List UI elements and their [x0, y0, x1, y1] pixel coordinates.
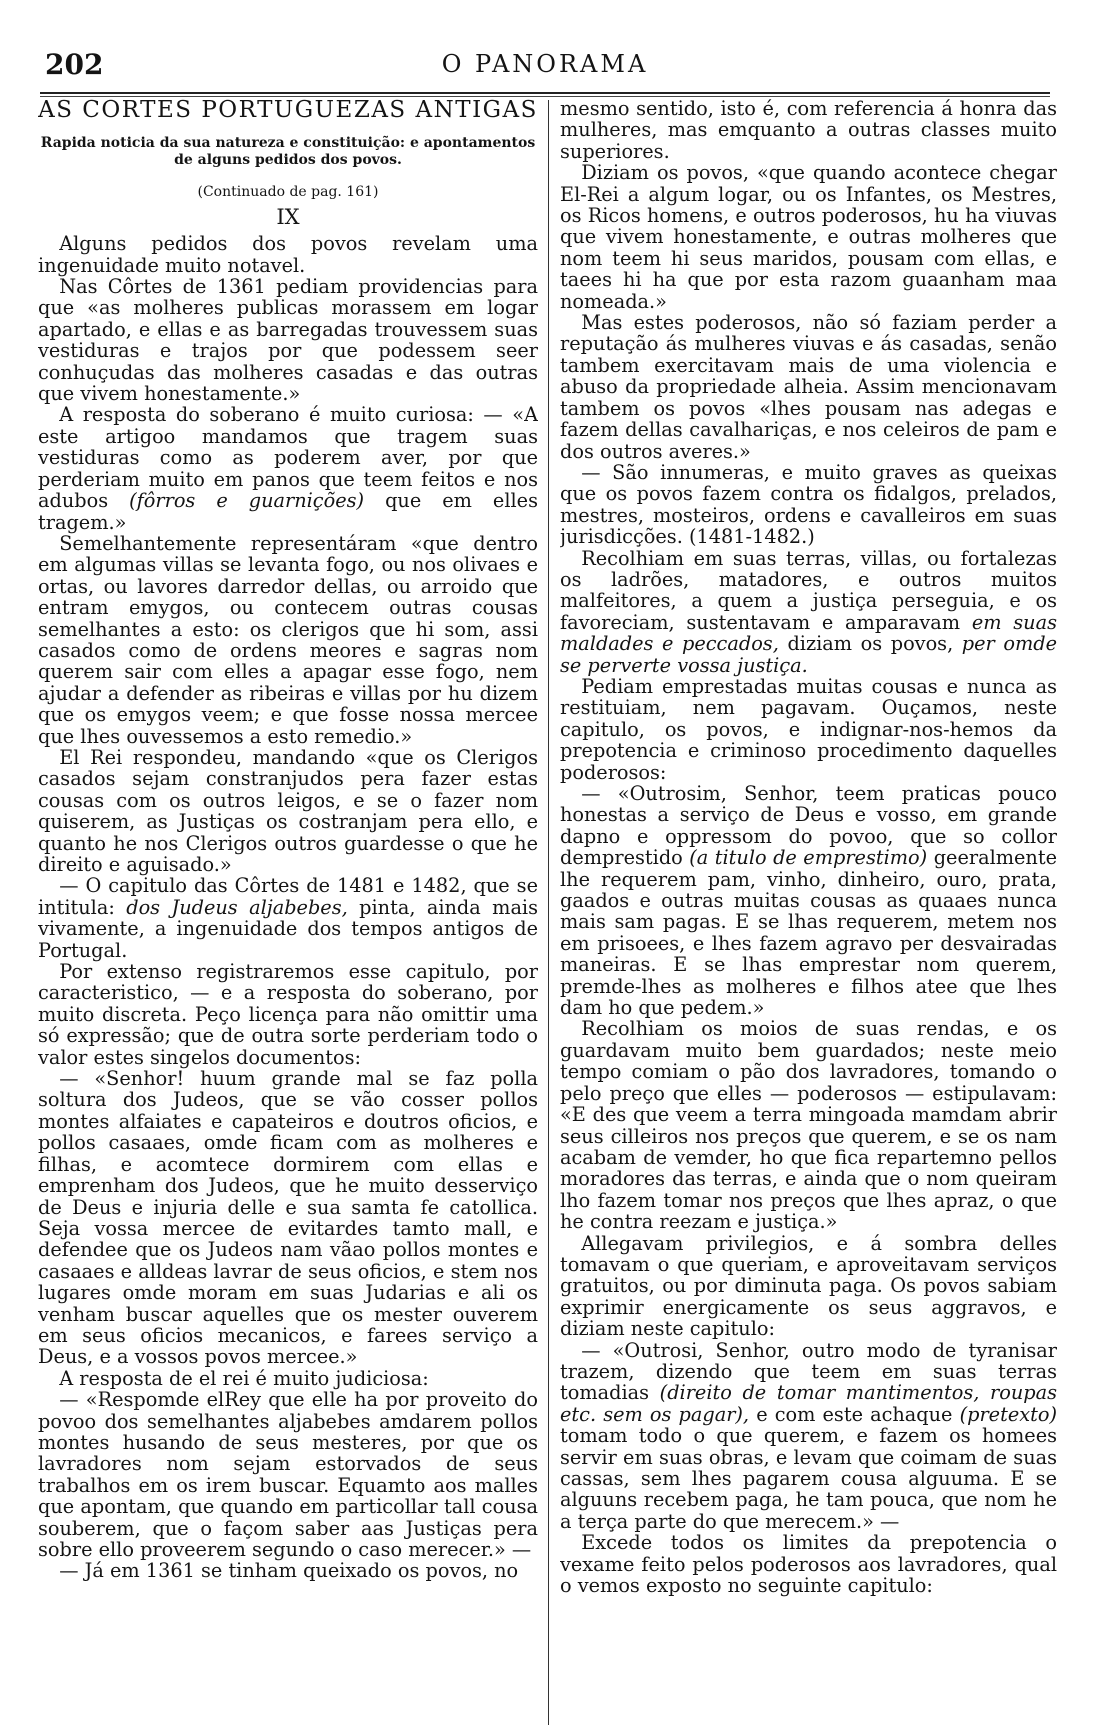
italic-quote: em suas maldades e peccados,: [560, 610, 1057, 656]
paragraph: Pediam emprestadas muitas cousas e nunca as restituiam, nem pagavam. Ouçamos, neste capitulo, os povos, e indignar-nos-hemos da prepotencia e criminoso procedimento daquelles poderosos:: [560, 674, 1057, 784]
chapter-number: IX: [276, 204, 300, 229]
paragraph: [38, 875, 538, 961]
paragraph: Allegavam privilegios, e á sombra delles tomavam o que queriam, e aproveitavam serviços gratuitos, ou por diminuta paga. Os povos sabiam exprimir energicamente os seus aggravos, e diziam neste capitulo:: [560, 1231, 1057, 1341]
paragraph: Excede todos os limites da prepotencia o vexame feito pelos poderosos aos lavradores, qual o vemos exposto no seguinte capitulo:: [560, 1531, 1057, 1598]
column-divider: [548, 100, 549, 1725]
page-number: 202: [45, 48, 104, 81]
text-run: geeralmente lhe requerem pam, vinho, dinheiro, ouro, prata, gaados e outras muitas cousas as quaaes nunca mais sam pagas. E se lhas requerem, metem nos em prisoees, e lhes fazem agravo per desvairadas maneiras. E se lhas emprestar nom querem, premde-lhes as molheres e filhos atee que lhes dam ho que pedem.»: [560, 846, 1057, 1020]
italic-quote: per omde se perverte vossa justiça.: [560, 632, 1057, 677]
paragraph: Semelhantemente representáram «que dentro em algumas villas se levanta fogo, ou nos olivaes e ortas, ou lavores darredor dellas, ou arroido que entram emygos, ou contecem outras cousas semelhantes a esto: os clerigos que hi som, assi casados como de ordens meores e sagras nom querem sair com elles a apagar esse fogo, nem ajudar a defender as ribeiras e villas por hu dizem que os emygos veem; e que fosse nossa mercee que lhes ouvessemos a esto remedio.»: [38, 531, 538, 748]
article-title: AS CORTES PORTUGUEZAS ANTIGAS: [38, 98, 538, 123]
continuation-note: (Continuado de pag. 161): [197, 184, 379, 201]
paragraph: Por extenso registraremos esse capitulo, por caracteristico, — e a resposta do soberano, por muito discreta. Peço licença para não omittir uma só expressão; que de outra sorte perderiam todo o valor estes singelos documentos:: [38, 960, 538, 1069]
running-head: [45, 48, 1045, 88]
text-run: diziam os povos,: [787, 632, 954, 656]
text-run: Recolhiam em suas terras, villas, ou fortalezas os ladrões, matadores, e outros muitos malfeitores, a quem a justiça perseguia, e os favoreciam, sustentavam e amparavam: [560, 546, 1057, 634]
paragraph: Mas estes poderosos, não só faziam perder a reputação ás mulheres viuvas e ás casadas, senão tambem exercitavam mais de uma violencia e abuso da propriedade alheia. Assim mencionavam tambem os povos «lhes pousam nas adegas e fazem dellas cavalhariças, e nos celeiros de pam e dos outros averes.»: [560, 311, 1057, 463]
text-run: tomam todo o que querem, e fazem os homees servir em suas obras, e levam que coimam de suas cassas, sem lhes pagarem cousa alguuma. E se alguuns recebem paga, he tam pouca, que nom he a terça parte do que merecem.» —: [560, 1424, 1057, 1533]
header-rule-thin: [40, 96, 1050, 97]
paragraph: mesmo sentido, isto é, com referencia á honra das mulheres, mas emquanto a outras classes muito superiores.: [560, 98, 1057, 163]
paragraph: [560, 1340, 1057, 1533]
italic-gloss: (pretexto): [959, 1402, 1057, 1426]
left-column: [38, 98, 538, 1723]
paragraph: — São innumeras, e muito graves as queixas que os povos fazem contra os fidalgos, prelados, mestres, mosteiros, ordens e cavalleiros em suas jurisdicções. (1481-1482.): [560, 460, 1057, 549]
paragraph: Nas Côrtes de 1361 pediam providencias para que «as molheres publicas morassem em logar apartado, e ellas e as barregadas trouvessem suas vestiduras e trajos por que podessem seer conhuçudas das molheres casadas e das outras que vivem honestamente.»: [38, 275, 538, 406]
journal-title: O PANORAMA: [441, 50, 649, 78]
italic-gloss: (direito de tomar mantimentos, roupas etc. sem os pagar),: [560, 1381, 1057, 1426]
italic-chapter-title: dos Judeus aljabebes,: [126, 895, 348, 919]
right-column: [560, 98, 1057, 1723]
italic-gloss: (fôrros e guarnições): [129, 489, 365, 513]
paragraph: Recolhiam os moios de suas rendas, e os guardavam muito bem guardados; neste meio tempo comiam o pão dos lavradores, tomando o pelo preço que elles — poderosos — estipulavam: «E des que veem a terra mingoada mamdam abrir seus cilleiros nos preços que querem, e se os nam acabam de vemder, ho que fica repartemno pellos moradores das terras, e ainda que o nom queiram lho fazem tomar nos preços que lhes apraz, o que he contra reezam e justiça.»: [560, 1017, 1057, 1234]
article-subtitle: Rapida noticia da sua natureza e constituição: e apontamentos de alguns pedidos dos povos.: [40, 135, 536, 169]
paragraph: [38, 404, 538, 532]
text-run: e com este achaque: [756, 1402, 953, 1426]
text-run: A resposta do soberano é muito curiosa: — «A este artigoo mandamos que tragem suas vestiduras como as poderem aver, por que perderiam muito em panos que teem feitos e nos adubos: [38, 403, 538, 513]
paragraph: A resposta de el rei é muito judiciosa:: [59, 1366, 429, 1390]
header-rule: [40, 92, 1050, 94]
text-run: — «Outrosim, Senhor, teem praticas pouco honestas a serviço de Deus e vosso, em grande dapno e oppressom do povoo, que so collor demprestido: [560, 782, 1057, 870]
paragraph: — «Senhor! huum grande mal se faz polla soltura dos Judeos, que se vão cosser pollos montes alfaiates e capateiros e doutros oficios, e pollos casaaes, omde ficam com as molheres e filhas, e acomtece dormirem com ellas e emprenham dos Judeos, que he muito desserviço de Deus e injuria delle e sua samta fe catollica. Seja vossa mercee de evitardes tamto mall, e defendee que os Judeos nam vãao pollos montes e casaaes e alldeas lavrar de seus oficios, e stem nos lugares omde moram em suas Judarias e ali os venham buscar aquelles que os mester ouverem em seus oficios mecanicos, e farees serviço a Deus, e a vossos povos mercee.»: [38, 1067, 538, 1369]
text-run: — O capitulo das Côrtes de 1481 e 1482, que se intitula:: [38, 874, 538, 919]
paragraph: [560, 548, 1057, 676]
paragraph: Alguns pedidos dos povos revelam uma ingenuidade muito notavel.: [38, 232, 538, 277]
text-run: — «Outrosi, Senhor, outro modo de tyranisar trazem, dizendo que teem em suas terras tomadias: [560, 1338, 1057, 1405]
paragraph: Diziam os povos, «que quando acontece chegar El-Rei a algum logar, ou os Infantes, os Mestres, os Ricos homens, e outros poderosos, hu ha viuvas que vivem honestamente, e outras molheres que nom teem hi seus maridos, pousam com ellas, e taees hi ha que por esta razom guaanham maa nomeada.»: [560, 161, 1057, 313]
paragraph: El Rei respondeu, mandando «que os Clerigos casados sejam constranjudos pera fazer estas cousas com os outros leigos, e se o fazer nom quiserem, as Justiças os costranjam pera ello, e quanto he nos Clerigos outros guardesse o que he direito e aguisado.»: [38, 745, 538, 876]
text-run: que em elles tragem.»: [38, 489, 538, 534]
text-run: pinta, ainda mais vivamente, a ingenuidade dos tempos antigos de Portugal.: [38, 895, 538, 962]
paragraph: [560, 783, 1057, 1018]
italic-gloss: (a titulo de emprestimo): [689, 846, 928, 870]
paragraph: — «Respomde elRey que elle ha por proveito do povoo dos semelhantes aljabebes amdarem pollos montes husando de seus mesteres, por que os lavradores nom sejam estorvados de seus trabalhos em os irem buscar. Equamto aos malles que apontam, que quando em particollar tall cousa souberem, que o façom saber aas Justiças pera sobre ello proveerem segundo o caso merecer.» —: [38, 1388, 538, 1561]
paragraph: — Já em 1361 se tinham queixado os povos, no: [59, 1559, 519, 1583]
